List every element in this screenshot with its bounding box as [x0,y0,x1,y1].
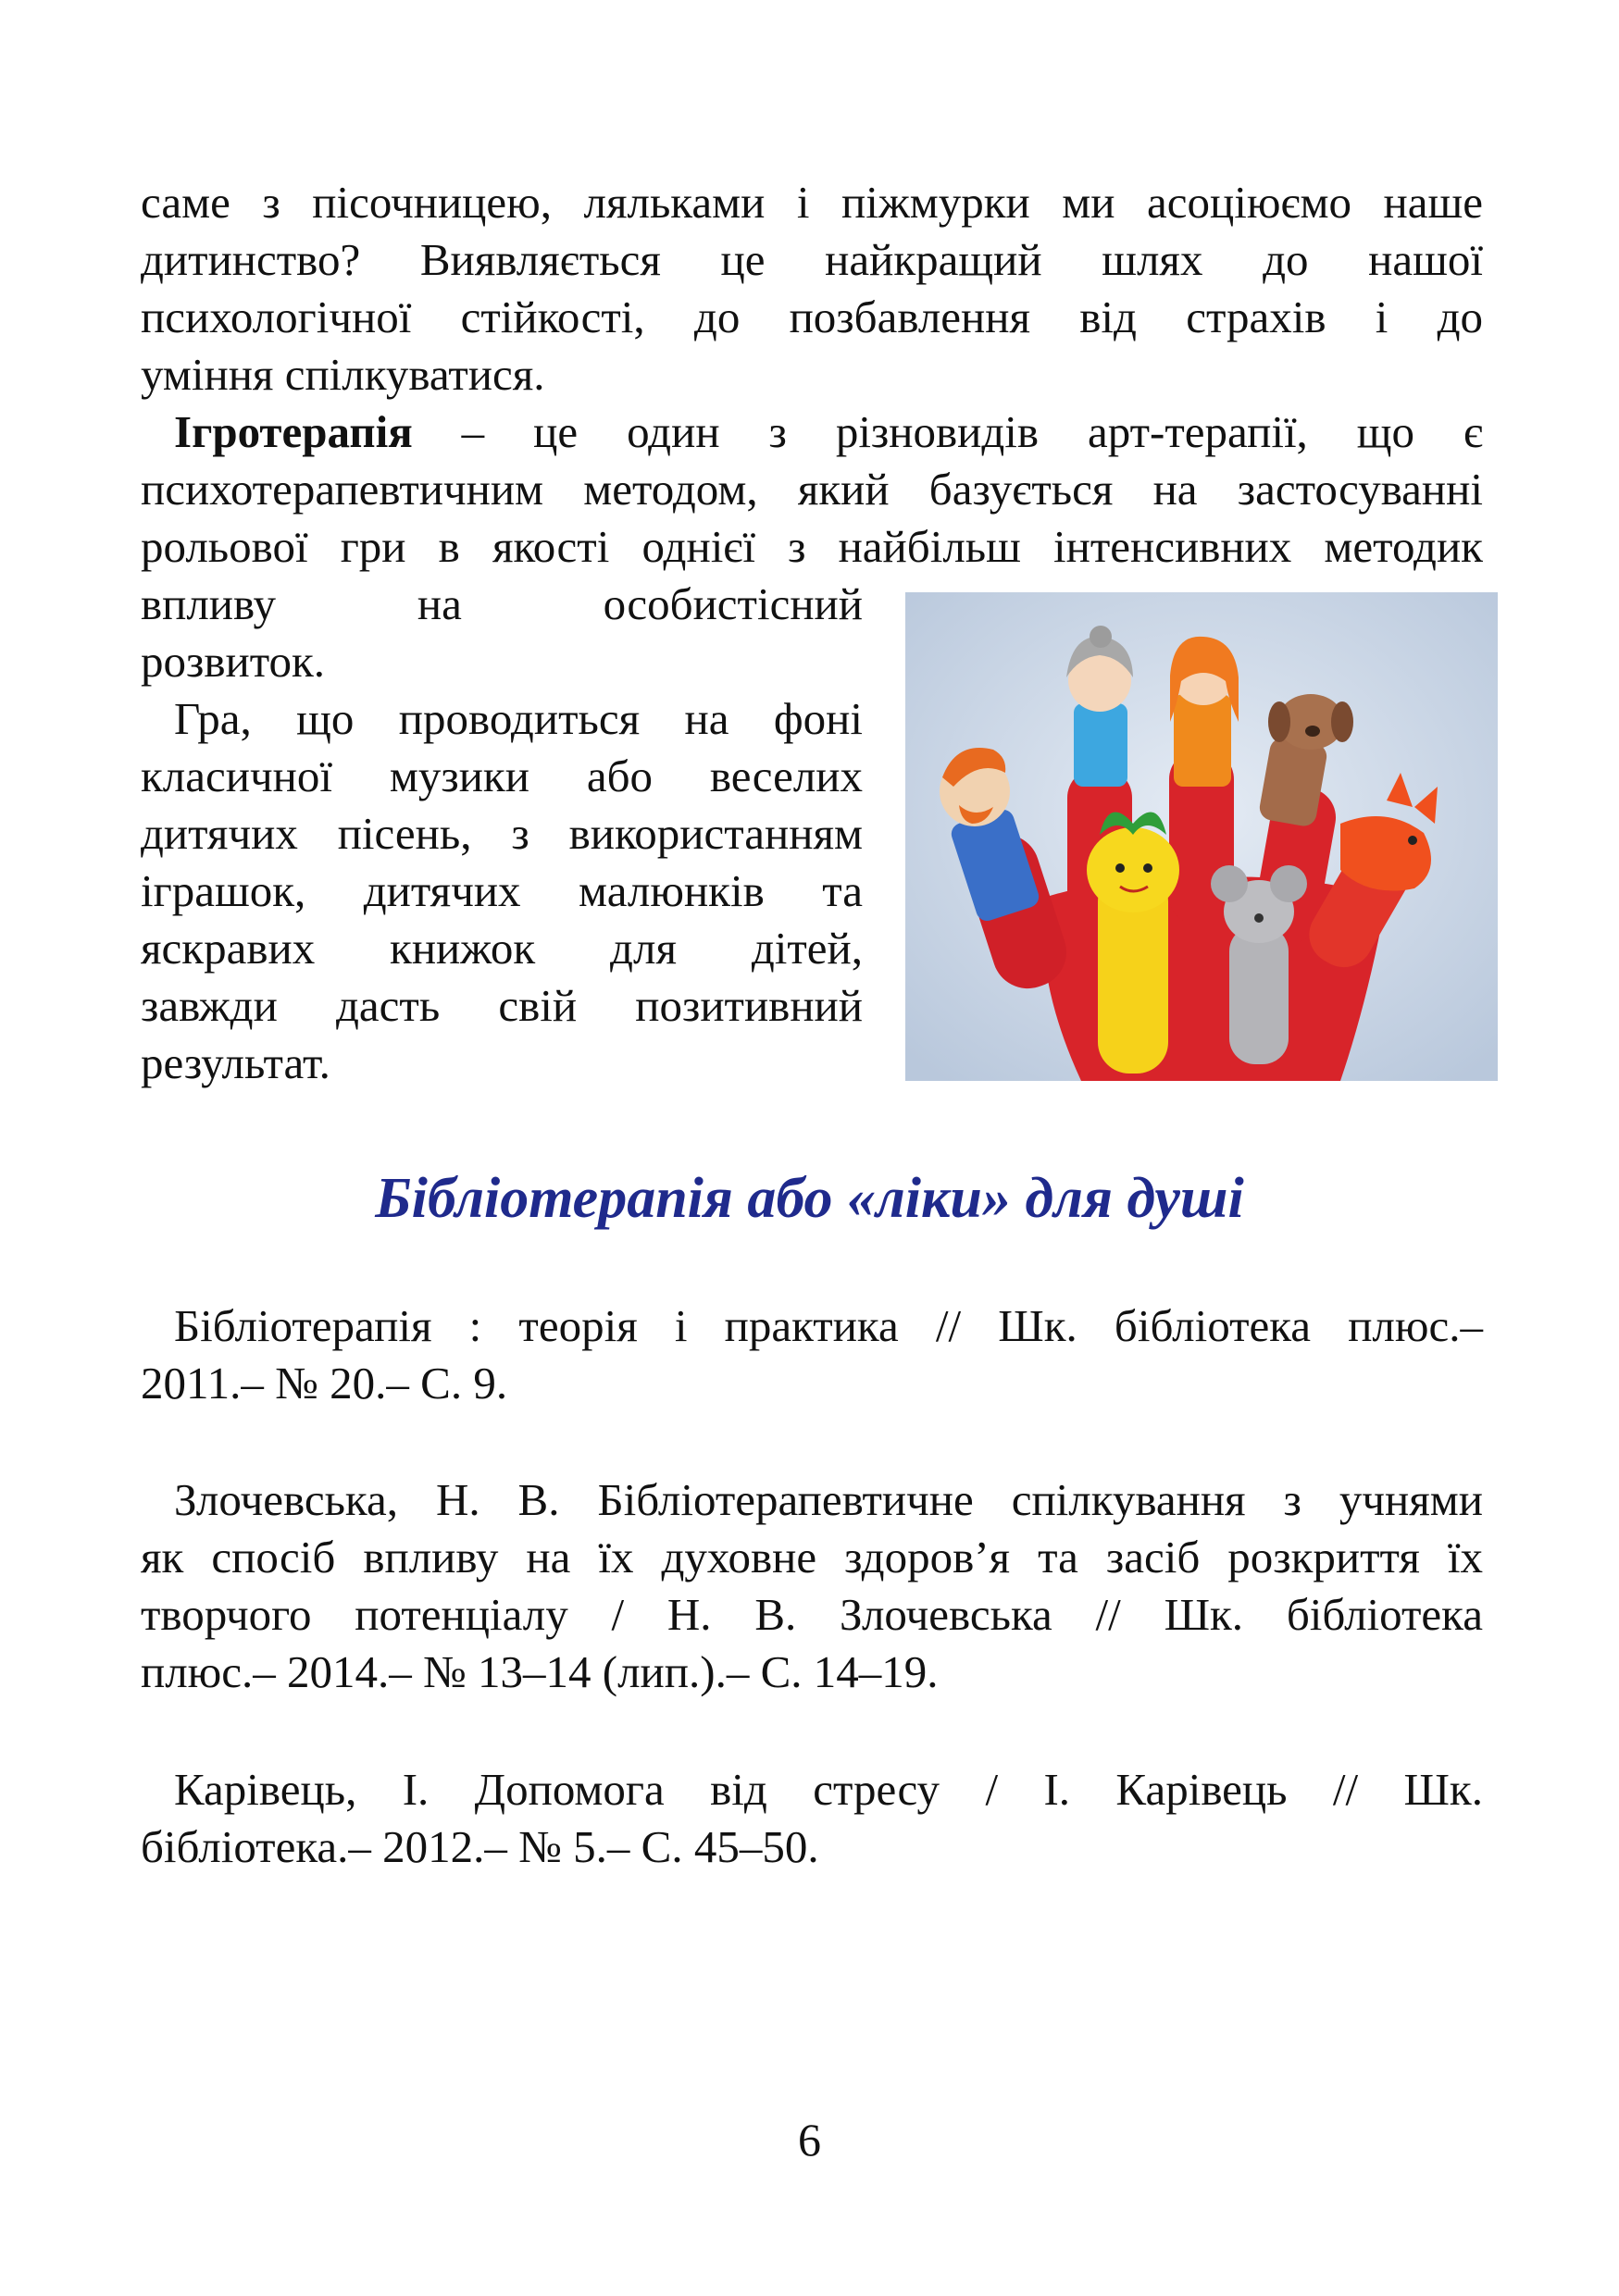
text-line: як спосіб впливу на їх духовне здоров’я та засіб розкриття їх [141,1532,1483,1582]
text-line: дитинство? Виявляється це найкращий шлях до нашої [141,234,1483,285]
text-line: плюс.– 2014.– № 13–14 (лип.).– С. 14–19. [141,1646,939,1697]
text-line: психотерапевтичним методом, який базується на застосуванні [141,464,1483,515]
text-line [141,403,1483,461]
text-line: рольової гри в якості однієї з найбільш інтенсивних методик [141,521,1483,572]
paragraph-game [141,690,863,1092]
text-span: – це один з різновидів арт-терапії, що є [412,406,1483,457]
text-line: завжди дасть свій позитивний [141,980,863,1031]
text-line: 2011.– № 20.– С. 9. [141,1358,508,1409]
text-line: психологічної стійкості, до позбавлення від страхів і до [141,292,1483,342]
reference-item [141,1761,1483,1876]
finger-puppets-photo [905,592,1498,1081]
reference-item [141,1471,1483,1701]
term-igroterapiya: Ігротерапія [174,406,413,457]
text-line: розвиток. [141,636,326,687]
text-line: іграшок, дитячих малюнків та [141,865,863,916]
text-line: результат. [141,1037,330,1088]
text-line: саме з пісочницею, ляльками і піжмурки ми асоціюємо наше [141,177,1483,228]
text-line: Гра, що проводиться на фоні [174,693,863,744]
text-line: впливу на особистісний [141,578,863,629]
text-line: Бібліотерапія : теорія і практика // Шк. бібліотека плюс.– [174,1300,1483,1351]
text-line: яскравих книжок для дітей, [141,923,863,974]
paragraph-igroterapiya [141,403,1483,576]
text-line: класичної музики або веселих [141,751,863,801]
reference-item [141,1297,1483,1412]
paragraph-continuation [141,174,1483,403]
text-line: творчого потенціалу / Н. В. Злочевська // Шк. бібліотека [141,1589,1483,1640]
text-line: Карівець, І. Допомога від стресу / І. Карівець // Шк. [174,1764,1483,1815]
section-heading: Бібліотерапія або «ліки» для душі [375,1167,1244,1230]
page-number: 6 [798,2114,821,2166]
text-line: уміння спілкуватися. [141,349,545,400]
text-line: Злочевська, Н. В. Бібліотерапевтичне спілкування з учнями [174,1474,1483,1525]
text-line: дитячих пісень, з використанням [141,808,863,859]
paragraph-igroterapiya-wrap [141,576,863,690]
text-line: бібліотека.– 2012.– № 5.– С. 45–50. [141,1821,819,1872]
